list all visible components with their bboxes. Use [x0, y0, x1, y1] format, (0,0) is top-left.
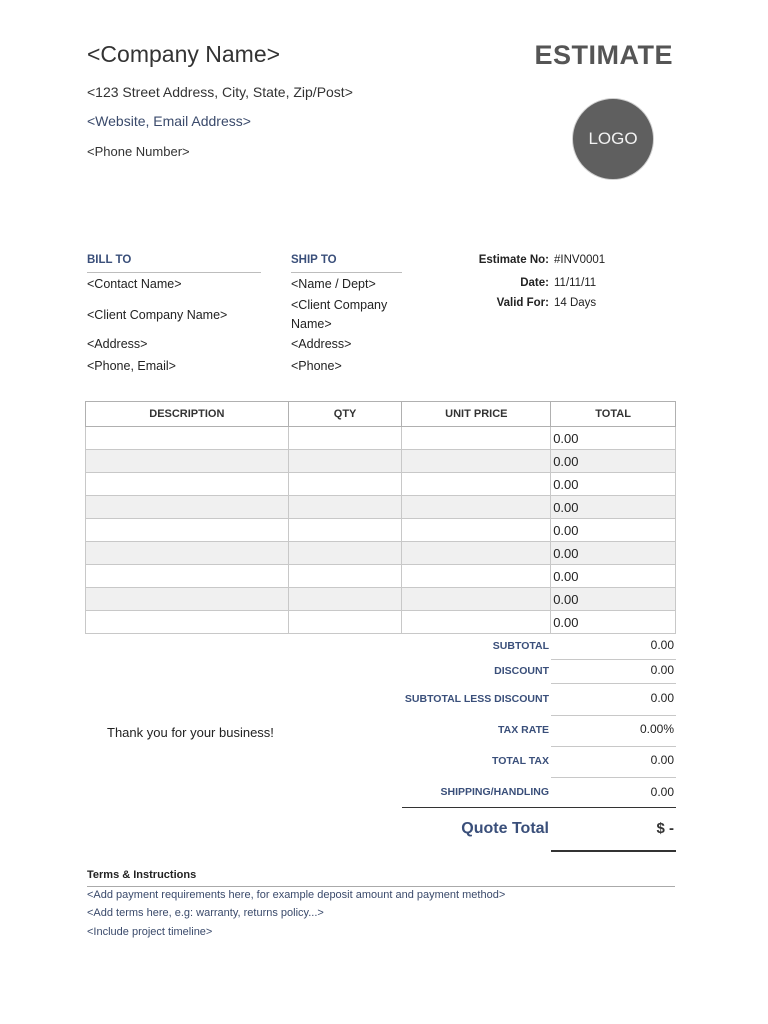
ship-to-name: <Name / Dept>	[291, 277, 376, 291]
description-cell[interactable]	[86, 496, 289, 519]
unit-price-cell[interactable]	[402, 519, 551, 542]
unit-price-cell[interactable]	[402, 450, 551, 473]
subtotal-less-discount-rule	[551, 715, 676, 716]
website-email: <Website, Email Address>	[87, 113, 251, 129]
unit-price-cell[interactable]	[402, 588, 551, 611]
table-row	[86, 473, 676, 496]
qty-cell[interactable]	[288, 473, 402, 496]
shipping-value[interactable]: 0.00	[650, 785, 674, 799]
qty-cell[interactable]	[288, 611, 402, 634]
estimate-no-label: Estimate No:	[478, 254, 549, 266]
description-cell[interactable]	[86, 450, 289, 473]
terms-line: <Add terms here, e.g: warranty, returns policy...>	[87, 907, 324, 919]
description-cell[interactable]	[86, 588, 289, 611]
table-row	[86, 542, 676, 565]
ship-to-phone: <Phone>	[291, 359, 342, 373]
subtotal-less-discount-label: SUBTOTAL LESS DISCOUNT	[404, 693, 549, 705]
qty-cell[interactable]	[288, 519, 402, 542]
ship-to-address: <Address>	[291, 337, 352, 351]
thank-you-message: Thank you for your business!	[107, 725, 274, 740]
unit-price-cell[interactable]	[402, 565, 551, 588]
document-title: ESTIMATE	[534, 40, 673, 70]
quote-bottom-rule	[551, 850, 676, 852]
tax-rate-value[interactable]: 0.00%	[639, 722, 674, 736]
qty-cell[interactable]	[288, 450, 402, 473]
ship-to-rule	[291, 272, 402, 273]
description-cell[interactable]	[86, 473, 289, 496]
description-cell[interactable]	[86, 542, 289, 565]
terms-heading: Terms & Instructions	[87, 869, 197, 881]
bill-to-phone-email: <Phone, Email>	[87, 359, 176, 373]
quote-total-value: $ -	[656, 820, 674, 837]
shipping-label: SHIPPING/HANDLING	[440, 786, 549, 798]
table-header-row	[86, 402, 676, 427]
bill-to-contact: <Contact Name>	[87, 277, 182, 291]
description-cell[interactable]	[86, 427, 289, 450]
terms-rule	[87, 886, 675, 887]
discount-rule	[551, 683, 676, 684]
ship-to-company: <Client Company Name>	[291, 298, 388, 331]
col-qty: QTY	[288, 402, 402, 427]
table-row	[86, 611, 676, 634]
tax-rate-rule	[551, 746, 676, 747]
total-cell: 0.00	[551, 565, 676, 588]
bill-to-rule	[87, 272, 261, 273]
valid-for-value: 14 Days	[554, 297, 597, 309]
total-tax-rule	[551, 777, 676, 778]
qty-cell[interactable]	[288, 427, 402, 450]
total-cell: 0.00	[551, 588, 676, 611]
bill-to-address: <Address>	[87, 337, 148, 351]
qty-cell[interactable]	[288, 565, 402, 588]
unit-price-cell[interactable]	[402, 427, 551, 450]
bill-to-company: <Client Company Name>	[87, 308, 228, 322]
date-label: Date:	[520, 277, 549, 289]
col-description: DESCRIPTION	[86, 402, 289, 427]
total-cell: 0.00	[551, 473, 676, 496]
subtotal-less-discount-value: 0.00	[650, 691, 674, 705]
logo-placeholder	[572, 98, 654, 180]
subtotal-value: 0.00	[650, 638, 674, 652]
unit-price-cell[interactable]	[402, 473, 551, 496]
table-row	[86, 519, 676, 542]
logo-text: LOGO	[588, 129, 638, 148]
col-unit-price: UNIT PRICE	[402, 402, 551, 427]
total-cell: 0.00	[551, 450, 676, 473]
unit-price-cell[interactable]	[402, 542, 551, 565]
line-items-table	[85, 401, 676, 634]
table-row	[86, 427, 676, 450]
total-cell: 0.00	[551, 519, 676, 542]
discount-value: 0.00	[650, 663, 674, 677]
valid-for-label: Valid For:	[496, 297, 549, 309]
table-row	[86, 496, 676, 519]
description-cell[interactable]	[86, 565, 289, 588]
ship-to-heading: SHIP TO	[291, 254, 337, 266]
table-row	[86, 450, 676, 473]
company-name: <Company Name>	[87, 41, 281, 67]
quote-total-label: Quote Total	[461, 820, 549, 837]
table-row	[86, 565, 676, 588]
total-cell: 0.00	[551, 427, 676, 450]
total-tax-value: 0.00	[650, 753, 674, 767]
terms-line: <Include project timeline>	[87, 926, 213, 938]
phone-number: <Phone Number>	[87, 144, 190, 159]
qty-cell[interactable]	[288, 496, 402, 519]
tax-rate-label: TAX RATE	[498, 724, 549, 736]
bill-to-heading: BILL TO	[87, 254, 132, 266]
subtotal-label: SUBTOTAL	[492, 640, 549, 652]
street-address: <123 Street Address, City, State, Zip/Post>	[87, 84, 353, 100]
description-cell[interactable]	[86, 611, 289, 634]
qty-cell[interactable]	[288, 542, 402, 565]
quote-top-rule	[402, 807, 676, 808]
subtotal-rule	[551, 659, 676, 660]
terms-line: <Add payment requirements here, for example deposit amount and payment method>	[87, 889, 506, 901]
col-total: TOTAL	[551, 402, 676, 427]
date-value: 11/11/11	[554, 277, 597, 289]
total-tax-label: TOTAL TAX	[492, 755, 549, 767]
unit-price-cell[interactable]	[402, 496, 551, 519]
table-row	[86, 588, 676, 611]
unit-price-cell[interactable]	[402, 611, 551, 634]
total-cell: 0.00	[551, 611, 676, 634]
total-cell: 0.00	[551, 542, 676, 565]
total-cell: 0.00	[551, 496, 676, 519]
discount-label: DISCOUNT	[494, 665, 549, 677]
estimate-no-value: #INV0001	[554, 254, 606, 266]
description-cell[interactable]	[86, 519, 289, 542]
qty-cell[interactable]	[288, 588, 402, 611]
